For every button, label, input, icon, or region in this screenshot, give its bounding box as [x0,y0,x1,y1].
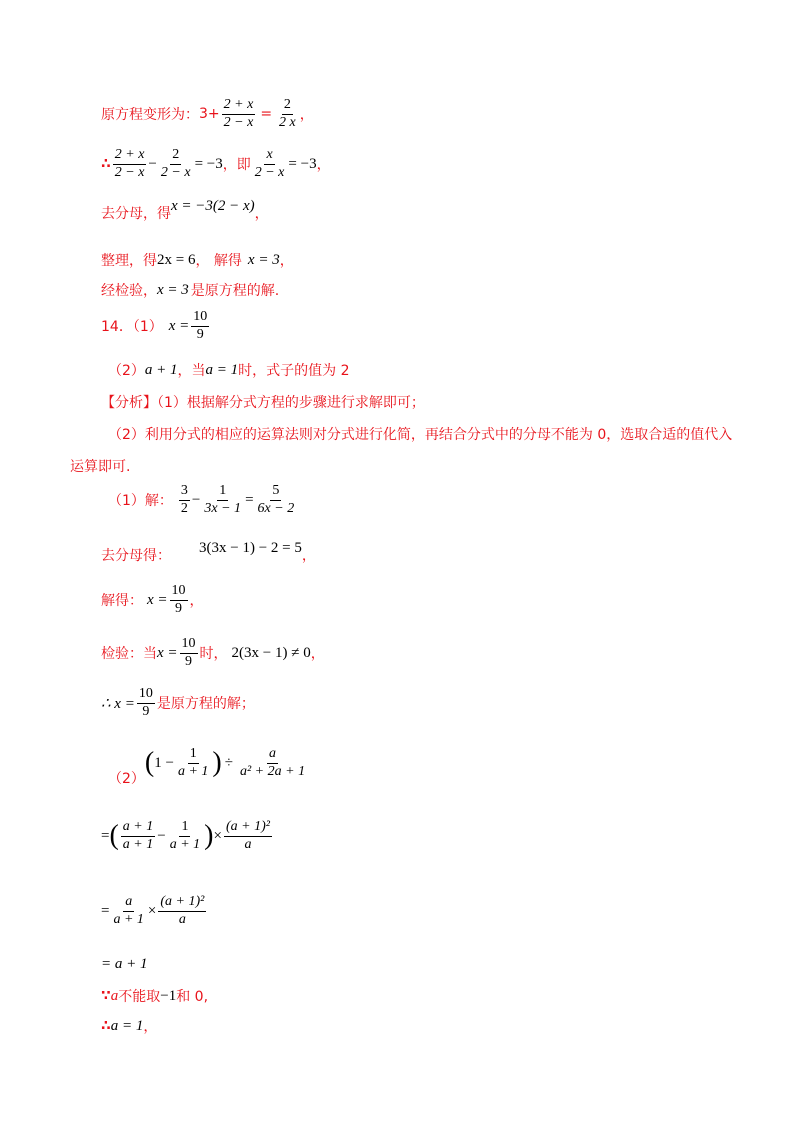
fraction: $\frac{1}{a + 1}$ [169,819,201,852]
solution-1-solve [101,584,204,616]
text: ，当 [177,363,206,379]
math: ∴ x = [101,695,135,712]
divide: ÷ [224,754,233,771]
fraction: $\frac{10}{9}$ [138,686,153,719]
math: x = −3(2 − x) [171,197,255,214]
solution-2-step-1 [101,820,274,852]
line-remove-denominator [101,197,269,223]
times: × [147,902,157,919]
text: 时， [199,646,228,663]
solution-1-check [101,637,325,669]
fraction: $\frac{1}{a + 1}$ [177,745,209,779]
fraction: $\frac{2}{2 - x}$ [160,147,191,180]
fraction: $\frac{10}{9}$ [181,636,196,669]
fraction: $\frac{x}{2 - x}$ [254,147,285,180]
math: a [110,987,119,1004]
right-paren: ) [212,747,222,778]
answer-14-1 [101,310,211,342]
label: 整理，得 [101,253,157,269]
math: 1 − [154,754,174,771]
text: 是原方程的解. [190,283,280,299]
solution-2-choice [101,1016,157,1036]
math: 2(3x − 1) ≠ 0 [231,644,311,661]
minus: − [148,155,157,172]
math: a + 1 [144,361,178,378]
punct: ， [299,107,314,124]
solution-1-remove-denominator [101,539,316,565]
minus: − [157,827,166,844]
fraction: $\frac{2 + x}{2 - x}$ [223,97,254,130]
fraction: $\frac{a}{a + 1}$ [113,894,144,927]
math: a = 1 [205,361,239,378]
line-original-transform [101,98,314,130]
line-check [101,280,279,300]
fraction: $\frac{a + 1}{a + 1}$ [122,819,154,852]
math: x = [157,644,178,661]
text: 不能取 [118,989,161,1005]
math: 3(3x − 1) − 2 = 5 [199,539,302,556]
analysis-line-3: 运算即可. [70,459,131,475]
therefore-symbol: ∴ [101,156,111,173]
label: 原方程变形为： [101,107,199,124]
times: × [213,827,222,844]
line-therefore-1 [101,148,331,180]
solution-1-conclusion [101,687,255,719]
punct: ， [279,253,294,269]
right-paren: ) [204,820,214,852]
equals: = [260,106,273,123]
text: 和 0, [176,989,209,1005]
label: 解得： [101,593,143,610]
solution-1-equation [108,484,298,516]
fraction: $\frac{2 + x}{2 - x}$ [114,147,145,180]
math: = a + 1 [101,956,148,972]
solution-2-step-2 [101,895,208,927]
fraction: $\frac{1}{3x - 1}$ [204,483,242,516]
left-paren: ( [109,820,119,852]
fraction: $\frac{10}{9}$ [171,583,186,616]
text: 时，式子的值为 2 [238,363,350,379]
math: a = 1 [110,1017,144,1034]
math: −1 [160,987,177,1004]
math: x = [168,317,190,334]
punct: ， [143,1019,158,1035]
analysis-line-1: 【分析】（1）根据解分式方程的步骤进行求解即可； [101,395,425,411]
line-simplify [101,250,294,270]
label: （2） [108,771,145,787]
fraction: $\frac{5}{6x - 2}$ [257,483,295,516]
label: 去分母得： [101,548,171,564]
fraction: $\frac{2}{2 x}$ [279,97,296,130]
math: 2x = 6 [157,251,196,268]
equals: = [101,827,110,844]
equation-rhs: = −3 [288,155,317,172]
because-symbol: ∵ [101,988,111,1004]
math: x = 3 [157,281,189,298]
fraction: $\frac{3}{2}$ [180,483,188,516]
punct: ， [254,206,269,222]
label: 检验：当 [101,646,157,663]
punct: ， [301,548,316,564]
solution-2-condition [101,986,208,1006]
minus: − [191,491,201,508]
punct: ， [316,157,331,174]
punct: ， [189,593,204,610]
math: x = [147,591,168,608]
punct: ， [310,646,325,663]
therefore-symbol: ∴ [101,1018,111,1034]
question-number: 14．（1） [101,319,163,336]
math-three: 3+ [199,106,220,123]
equation-rhs: = −3 [194,155,223,172]
equals: = [101,902,110,919]
label: ， 解得 [195,253,242,269]
label: （2） [108,363,145,379]
math: x = 3 [247,251,280,268]
fraction: $\frac{a}{\text{a² + 2a + 1}}$ [239,745,306,779]
text-ji: ，即 [222,157,251,174]
equals: = [245,491,254,508]
label: （1）解： [108,493,173,510]
text: 是原方程的解； [156,696,255,713]
fraction: $\frac{10}{9}$ [193,309,208,342]
solution-2-result [101,956,148,973]
analysis-line-2: （2）利用分式的相应的运算法则对分式进行化简，再结合分式中的分母不能为 0，选取合适的值代入 [108,427,733,443]
solution-2-expression [108,738,309,788]
fraction: $\frac{\text{(a + 1)²}}{a}$ [225,819,270,852]
label: 去分母，得 [101,206,171,222]
answer-14-2 [108,360,350,380]
fraction: $\frac{\text{(a + 1)²}}{a}$ [160,894,205,927]
label: 经检验， [101,283,157,299]
left-paren: ( [144,747,155,778]
